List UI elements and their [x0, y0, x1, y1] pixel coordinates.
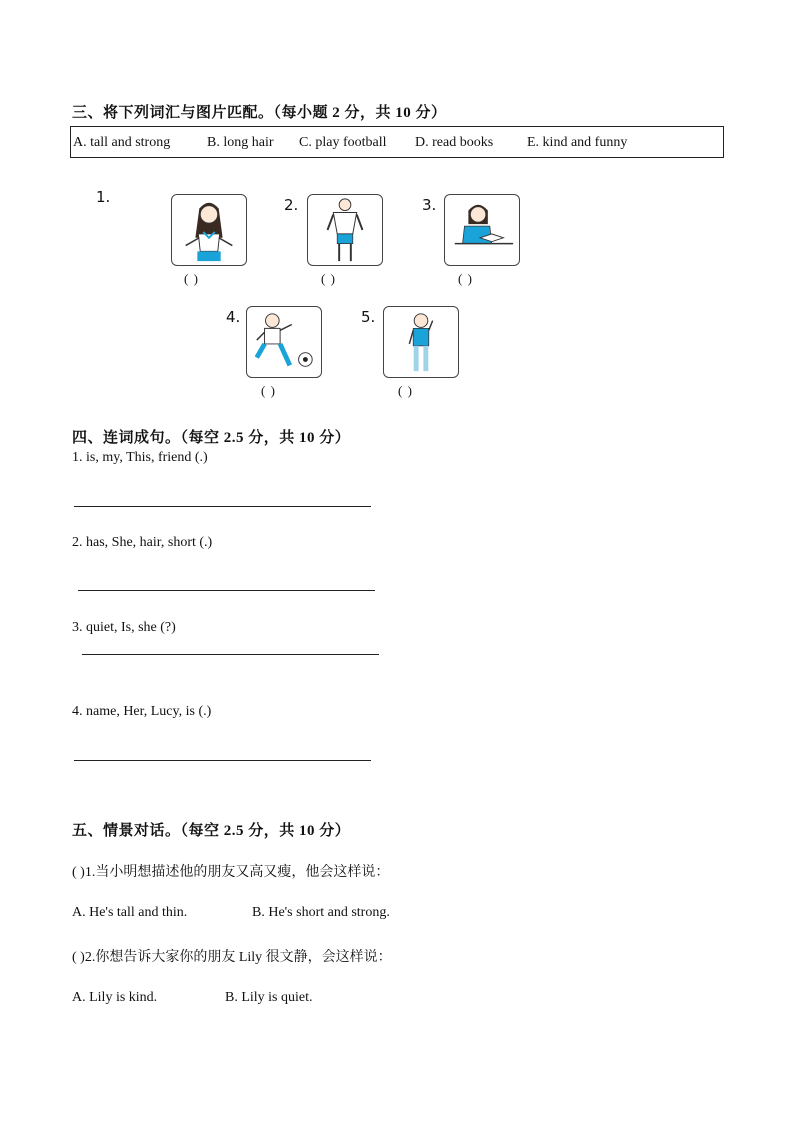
strong-man-icon [307, 194, 383, 266]
picture-4-answer-blank[interactable]: ( ) [261, 383, 276, 398]
option-c: C. play football [299, 135, 387, 150]
picture-5-answer-blank[interactable]: ( ) [398, 383, 413, 398]
q1-option-a[interactable]: A. He's tall and thin. [72, 905, 188, 920]
q2-option-a[interactable]: A. Lily is kind. [72, 990, 158, 1005]
option-e: E. kind and funny [527, 135, 628, 150]
picture-2-answer-blank[interactable]: ( ) [321, 271, 336, 286]
option-b: B. long hair [207, 135, 274, 150]
picture-1-number: 1. [96, 188, 111, 206]
sentence-item-3: 3. quiet, Is, she (?) [72, 620, 176, 635]
option-d: D. read books [415, 135, 494, 150]
picture-3-number: 3. [422, 196, 437, 214]
boy-standing-icon [383, 306, 459, 378]
q1-option-b[interactable]: B. He's short and strong. [252, 905, 390, 920]
option-a: A. tall and strong [73, 135, 171, 150]
answer-line-1[interactable] [74, 506, 371, 507]
picture-1-answer-blank[interactable]: ( ) [184, 271, 199, 286]
girl-reading-icon [444, 194, 520, 266]
picture-2-number: 2. [284, 196, 299, 214]
sentence-item-1: 1. is, my, This, friend (.) [72, 450, 208, 465]
answer-line-2[interactable] [78, 590, 375, 591]
section5-title: 五、情景对话。（每空 2.5 分，共 10 分） [72, 823, 351, 839]
sentence-item-4: 4. name, Her, Lucy, is (.) [72, 704, 212, 719]
picture-4-number: 4. [226, 308, 241, 326]
picture-5-number: 5. [361, 308, 376, 326]
girl-long-hair-icon [171, 194, 247, 266]
section3-title: 三、将下列词汇与图片匹配。（每小题 2 分，共 10 分） [72, 105, 447, 121]
picture-3-answer-blank[interactable]: ( ) [458, 271, 473, 286]
word-options-box [70, 126, 724, 158]
dialogue-question-1: ( )1.当小明想描述他的朋友又高又瘦，他会这样说： [72, 865, 390, 880]
dialogue-question-2: ( )2.你想告诉大家你的朋友 Lily 很文静，会这样说： [72, 950, 392, 965]
q2-option-b[interactable]: B. Lily is quiet. [225, 990, 313, 1005]
answer-line-3[interactable] [82, 654, 379, 655]
answer-line-4[interactable] [74, 760, 371, 761]
boy-football-icon [246, 306, 322, 378]
sentence-item-2: 2. has, She, hair, short (.) [72, 535, 213, 550]
section4-title: 四、连词成句。（每空 2.5 分，共 10 分） [72, 430, 351, 446]
